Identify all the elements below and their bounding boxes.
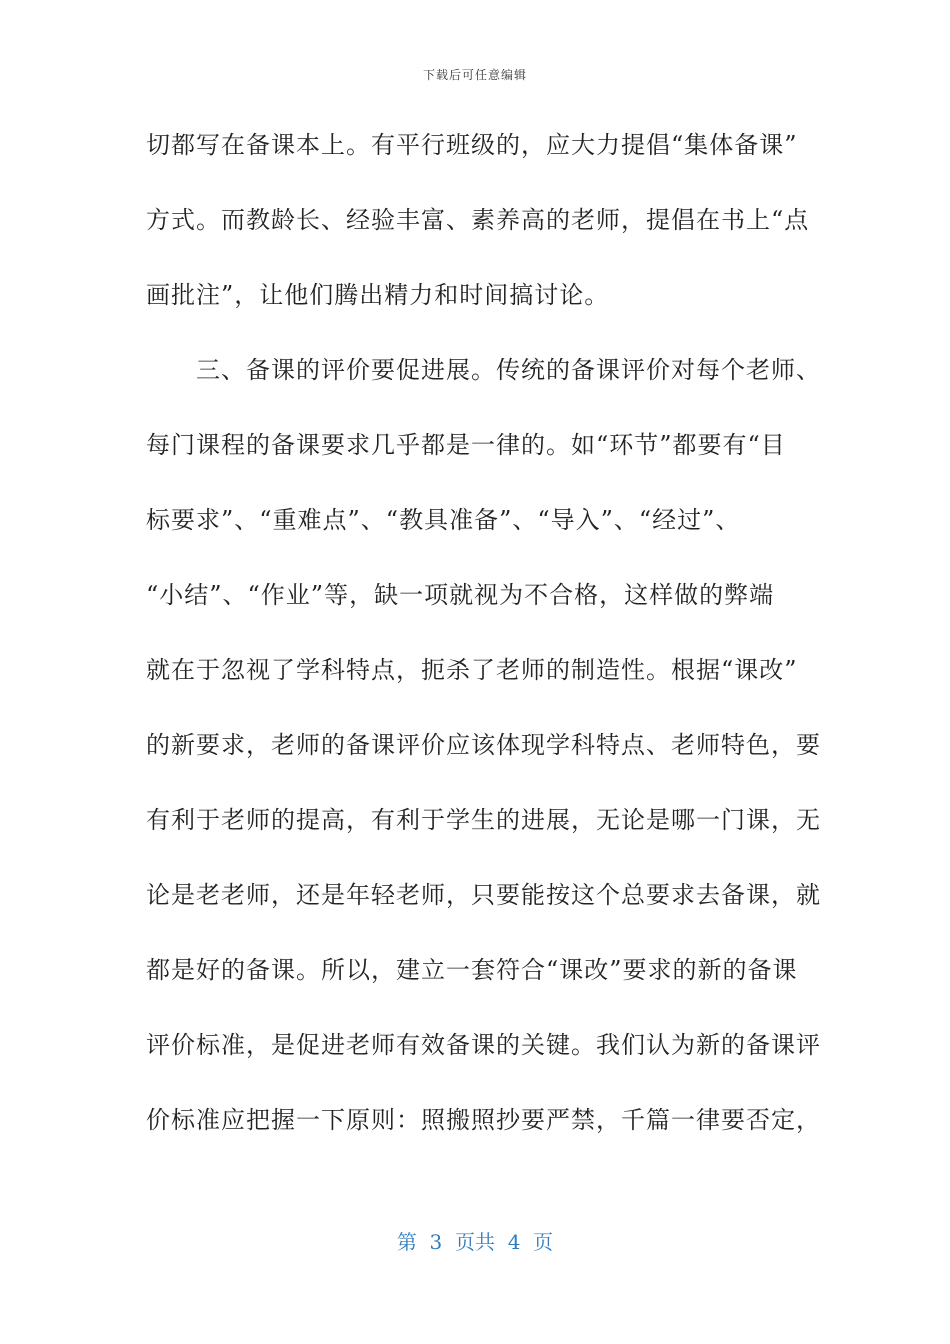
text-line: 三、备课的评价要促进展。传统的备课评价对每个老师、 xyxy=(146,356,821,384)
text-line: 就在于忽视了学科特点，扼杀了老师的制造性。根据“课改” xyxy=(146,656,798,684)
text-line: 每门课程的备课要求几乎都是一律的。如“环节”都要有“目 xyxy=(146,431,786,459)
text-line: 都是好的备课。所以，建立一套符合“课改”要求的新的备课 xyxy=(146,956,798,984)
text-line: 画批注”，让他们腾出精力和时间搞讨论。 xyxy=(146,281,610,309)
text-line: 论是老老师，还是年轻老师，只要能按这个总要求去备课，就 xyxy=(146,881,821,909)
text-line: 方式。而教龄长、经验丰富、素养高的老师，提倡在书上“点 xyxy=(146,206,810,234)
text-line: 的新要求，老师的备课评价应该体现学科特点、老师特色，要 xyxy=(146,731,821,759)
text-line: 评价标准，是促进老师有效备课的关键。我们认为新的备课评 xyxy=(146,1031,821,1059)
text-line: 标要求”、“重难点”、“教具准备”、“导入”、“经过”、 xyxy=(146,506,741,534)
text-line: 价标准应把握一下原则：照搬照抄要严禁，千篇一律要否定， xyxy=(146,1106,821,1134)
page-header: 下载后可任意编辑 xyxy=(422,68,527,82)
body-text xyxy=(146,118,821,1168)
text-line: “小结”、“作业”等，缺一项就视为不合格，这样做的弊端 xyxy=(146,581,775,609)
text-line: 有利于老师的提高，有利于学生的进展，无论是哪一门课，无 xyxy=(146,806,821,834)
page-number-footer: 第 3 页共 4 页 xyxy=(396,1230,554,1254)
text-line: 切都写在备课本上。有平行班级的，应大力提倡“集体备课” xyxy=(146,131,798,159)
